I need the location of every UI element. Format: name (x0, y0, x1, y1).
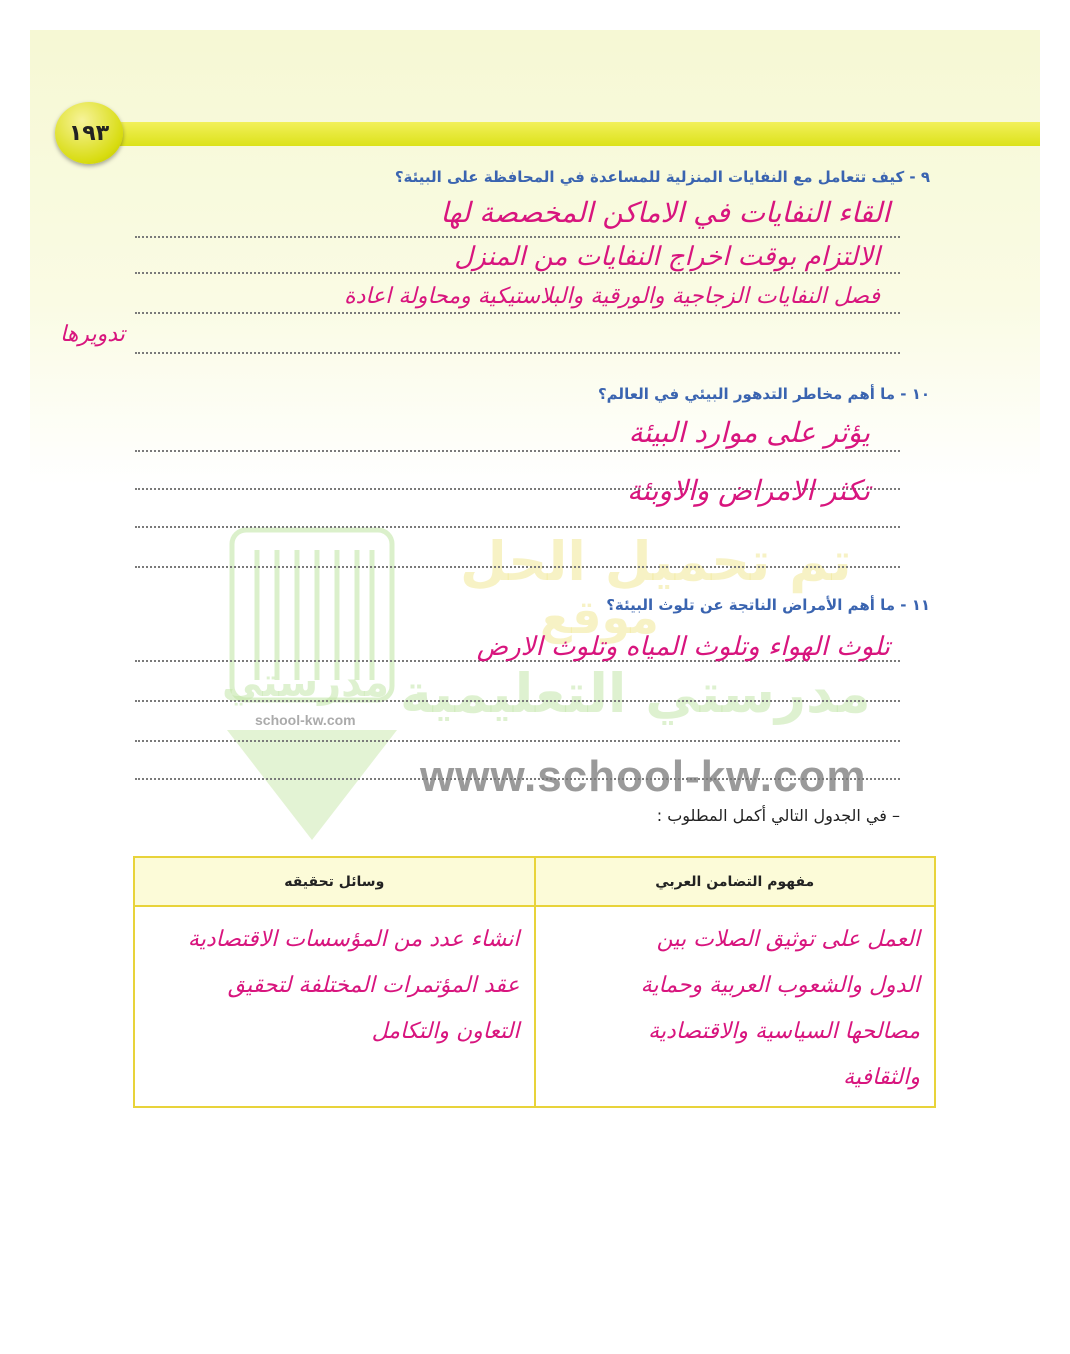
answer-line (135, 236, 900, 238)
concept-line: العمل على توثيق الصلات بين (656, 927, 920, 952)
watermark-line3: مدرستي التعليمية (400, 662, 871, 725)
answer-line (135, 312, 900, 314)
table-instruction: – في الجدول التالي أكمل المطلوب : (656, 806, 900, 825)
answer-line (135, 352, 900, 354)
table-cell-means (134, 906, 535, 1107)
table-header-means: وسائل تحقيقه (134, 857, 535, 906)
q9-answer-1: القاء النفايات في الاماكن المخصصة لها (440, 196, 890, 229)
page-number-badge (55, 102, 123, 164)
watermark-logo-text: مدرستي (222, 660, 390, 706)
concept-line: الدول والشعوب العربية وحماية (640, 973, 920, 998)
watermark-line1: تم تحميل الحل (460, 530, 852, 593)
q9-answer-2: الالتزام بوقت اخراج النفايات من المنزل (454, 242, 880, 272)
header-bar (95, 122, 1040, 146)
q9-answer-4: تدويرها (60, 322, 125, 347)
question-10: ١٠ - ما أهم مخاطر التدهور البيئي في العالم؟ (597, 385, 930, 403)
q10-answer-1: يؤثر على موارد البيئة (628, 416, 870, 449)
watermark-line2: موقع (540, 590, 659, 644)
answer-line (135, 526, 900, 528)
table-header-concept: مفهوم التضامن العربي (535, 857, 936, 906)
question-9: ٩ - كيف تتعامل مع النفايات المنزلية للمساعدة في المحافظة على البيئة؟ (394, 168, 930, 186)
answer-line (135, 700, 900, 702)
page-number: ١٩٣ (68, 120, 110, 146)
answer-line (135, 740, 900, 742)
answer-line (135, 450, 900, 452)
concept-line: والثقافية (843, 1065, 920, 1090)
answer-line (135, 566, 900, 568)
answer-line (135, 778, 900, 780)
q10-answer-2: تكثر الامراض والاوبئة (627, 474, 870, 507)
table-cell-concept (535, 906, 936, 1107)
q9-answer-3: فصل النفايات الزجاجية والورقية والبلاستيكية ومحاولة اعادة (344, 284, 880, 309)
watermark-small-url: school-kw.com (255, 712, 356, 728)
solidarity-table (133, 856, 936, 1108)
means-line: عقد المؤتمرات المختلفة لتحقيق (227, 973, 520, 998)
question-11: ١١ - ما أهم الأمراض الناتجة عن تلوث البيئة؟ (606, 596, 930, 614)
watermark-url: www.school-kw.com (420, 752, 867, 801)
means-line: انشاء عدد من المؤسسات الاقتصادية (187, 927, 520, 952)
concept-line: مصالحها السياسية والاقتصادية (648, 1019, 920, 1044)
answer-line (135, 272, 900, 274)
means-line: التعاون والتكامل (371, 1019, 520, 1044)
q11-answer-1: تلوث الهواء وتلوث المياه وتلوث الارض (476, 632, 890, 662)
